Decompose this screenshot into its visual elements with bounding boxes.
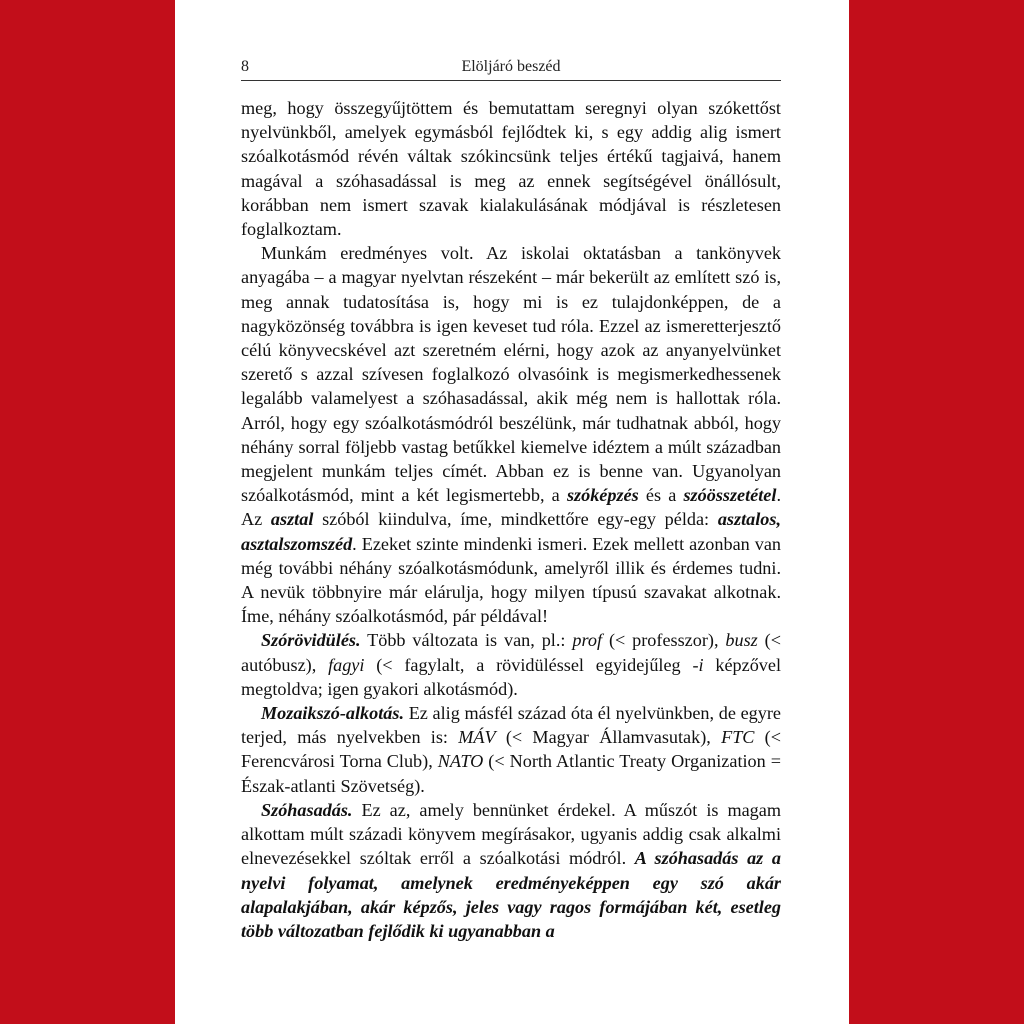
term-asztal: asztal xyxy=(270,509,314,530)
definition-szohasadas: A szóhasadás az a nyelvi folyamat, amelynek eredményeképpen egy szó akár alapalakjában, akár képzős, jeles vagy ragos formájában két, esetleg több változatban fejlődik ki ugyanabban a xyxy=(241,848,781,941)
term-szokepzes: szóképzés xyxy=(566,485,639,506)
book-page xyxy=(175,0,849,1024)
running-header xyxy=(241,56,781,81)
example-words: asztalos, asztalszomszéd xyxy=(241,509,781,554)
heading-szohasadas: Szóhasadás. xyxy=(261,799,353,820)
paragraph-1: meg, hogy összegyűjtöttem és bemutattam seregnyi olyan szókettőst nyelvünkből, amelyek egymásból fejlődtek ki, s egy addig alig ismert szóalkotásmód révén váltak szókincsünk teljes értékű tagjaivá, hanem magával a szóhasadással is meg az ennek segítségével önállósult, korábban nem ismert szavak kialakulásának módjával is részletesen foglalkoztam. xyxy=(241,98,781,240)
paragraph-3: Szórövidülés. Több változata is van, pl.: prof (< professzor), busz (< autóbusz), fagyi (< fagylalt, a rövidüléssel egyidejűleg -i képzővel megtoldva; igen gyakori alkotásmód). xyxy=(241,630,782,699)
chapter-title: Elöljáró beszéd xyxy=(461,58,561,75)
paragraph-2: Munkám eredményes volt. Az iskolai oktatásban a tankönyvek anyagába – a magyar nyelvtan részeként – már bekerült az említett szó is, meg annak tudatosítása is, hogy mi is ez tulajdonképpen, de a nagyközönség továbbra is igen keveset tud róla. Ezzel az ismeretterjesztő célú könyvecskével azt szeretném elérni, hogy azok az anyanyelvünket szerető s azzal szívesen foglalkozó olvasóink is megismerkedhessenek legalább valamelyest a szóhasadással, akik még nem is hallottak róla. Arról, hogy egy szóalkotásmódról beszélünk, már tudhatnak abból, hogy néhány sorral följebb vastag betűkkel kiemelve idéztem a múlt században megjelent munkám teljes címét. Abban ez is benne van. Ugyanolyan szóalkotásmód, mint a két legismertebb, a szóképzés és a szóösszetétel. Az asztal szóból kiindulva, íme, mindkettőre egy-egy példa: asztalos, asztalszomszéd. Ezeket szinte mindenki ismeri. Ezek mellett azonban van még további néhány szóalkotásmódunk, amelyről illik és érdemes tudni. A nevük többnyire már elárulja, hogy milyen típusú szavakat alkotnak. Íme, néhány szóalkotásmód, pár példával! xyxy=(241,243,781,627)
paragraph-4: Mozaikszó-alkotás. Ez alig másfél század óta él nyelvünkben, de egyre terjed, más nyelvekben is: MÁV (< Magyar Államvasutak), FTC (< Ferencvárosi Torna Club), NATO (< North Atlantic Treaty Organization = Észak-atlanti Szövetség). xyxy=(241,703,782,796)
term-szoosszetetel: szóösszetétel xyxy=(683,485,777,506)
heading-mozaikszo: Mozaikszó-alkotás. xyxy=(261,703,404,724)
paragraph-5: Szóhasadás. Ez az, amely bennünket érdekel. A műszót is magam alkottam múlt századi könyvem megírásakor, ugyanis addig csak alkalmi elnevezésekkel szóltak erről a szóalkotási módról. A szóhasadás az a nyelvi folyamat, amelynek eredményeképpen egy szó akár alapalakjában, akár képzős, jeles vagy ragos formájában két, esetleg több változatban fejlődik ki ugyanabban a xyxy=(241,799,781,941)
body-text xyxy=(241,96,781,943)
heading-szorovidules: Szórövidülés. xyxy=(261,630,361,651)
page-number: 8 xyxy=(241,58,249,75)
